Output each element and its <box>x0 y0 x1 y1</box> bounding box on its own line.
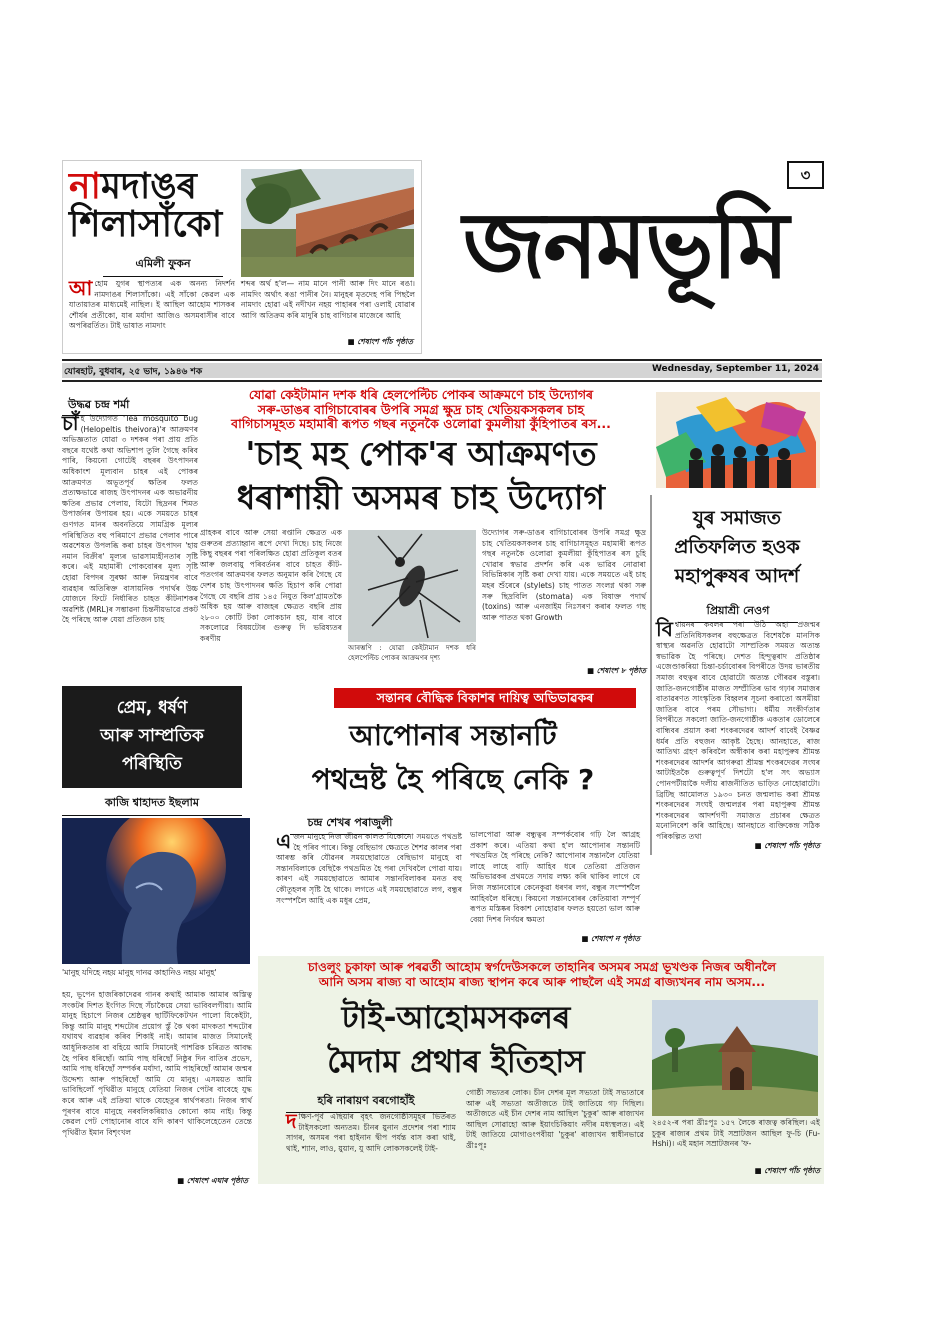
masthead-title[interactable]: জনমভূমি <box>462 191 788 299</box>
bridge-photo-icon <box>241 169 414 277</box>
history-kicker-2: আনি অসম ৰাজ্য বা আহোম ৰাজ্য স্থাপন কৰে আৰু পাছলৈ এই সমগ্ৰ ৰাজ্যখনৰ নাম অসম... <box>318 974 766 989</box>
history-headline-2: মৈদাম প্ৰথাৰ ইতিহাস <box>327 1044 585 1080</box>
lead-col2 <box>200 528 342 674</box>
history-col2 <box>466 1088 644 1174</box>
teaser-title-prefix: না <box>69 165 101 207</box>
dateline-bar <box>62 363 822 378</box>
lead-kicker-1: যোৱা কেইটামান দশক ধৰি হেলপেল্টিচ পোকৰ আক্ৰমণে চাহ উদ্যোগৰ <box>248 387 594 402</box>
lead-headline[interactable] <box>196 432 646 520</box>
teaser-author: এমিলী ফুকন <box>103 255 223 277</box>
left-headline-2: আৰু সাম্প্ৰতিক <box>100 726 204 746</box>
lead-col3-text: উদ্যোগৰ সৰু-ডাঙৰ বাগিচাবোৰৰ উপৰি সমগ্ৰ ক্ষুদ্ৰ চাহ খেতিয়কসকলৰ চাহ বাগিচাসমূহত মহামাৰী ৰূপত গছৰ নতুনকৈ ওলোৱা কুমলীয়া কুঁহিপাতৰ ৰস চুহি খোৱাৰ স্বভাৱ প্ৰদৰ্শন কৰি এক ভাৱিব নোৱাৰা বিভিন্নিকাৰ সৃষ্টি কৰা দেখা যায়। একে সময়তে এই চাহ মহৰ শুঁৰেৰে (stylets) চাহ পাতত সংলগ্ন থকা সৰু সৰু ছিদ্ৰবিলি (stomata) এক বিষাক্ত পদাৰ্থ (toxins) আৰু এনজাইম নিঃসৰণ কৰাৰ ফলত গছ আৰু পাতত থকা Growth <box>482 528 646 622</box>
colorful-crowd-illustration-icon <box>656 392 820 488</box>
history-col1-text: ক্ষিণ-পূৰ্ব এছিয়াৰ বৃহৎ জনগোষ্ঠীসমূহৰ ভিতৰত টাইসকলো অন্যতম। চীনৰ য়ুনান প্ৰদেশৰ পৰা শ্যাম সাগৰ, অসমৰ পৰা হাইনান দ্বীপ পৰ্যন্ত বাস কৰা থাই, থাই, শ্যান, লাও, য়ুয়ান, যু আদি লোকসকলেই টাই- <box>286 1112 456 1153</box>
history-author: হৰি নাৰায়ণ বৰগোহাঁই <box>286 1092 446 1113</box>
burning-head-illustration-icon <box>62 818 250 964</box>
right-headline-3: মহাপুৰুষৰ আদৰ্শ <box>674 565 800 587</box>
lead-author: উদ্ধৱ চন্দ্ৰ শৰ্মা <box>62 396 188 416</box>
parenting-kicker[interactable]: সন্তানৰ বৌদ্ধিক বিকাশৰ দায়িত্ব অভিভাৱকৰ <box>334 688 636 708</box>
masthead-rule-bottom <box>62 380 822 382</box>
teaser-body2-text: শব্দৰ অৰ্থ হ'ল— নাম মানে পানী আৰু দিং মানে ৰঙা। নামদিং অৰ্থাৎ ৰঙা পানীৰ নৈ। মানুহৰ মৃতদেহ পৰি পিছলৈ নামদাং হোৱা এই নদীখন নহয় পাহাৰৰ পৰা ওলাই যোৱাৰ আগি অতিক্ৰম কৰি মাদুৰি চাহ বাগিচাৰ মাজেৰে আহি <box>241 279 415 320</box>
right-story-body <box>656 617 820 841</box>
history-headline-1: টাই-আহোমসকলৰ <box>341 1000 571 1036</box>
history-dropcap: দ <box>286 1109 297 1133</box>
lead-col1-text: হ উদ্যোগত 'Tea mosquito bug (Helopeltis theivora)'ৰ আক্ৰমণৰ অভিজ্ঞতাত যোৱা ৩ দশকৰ পৰা প্ৰায় প্ৰতি বছৰে যথেষ্ট কথা অভিশাপ তুলি গৈছে কৰিব পাৰি, কিয়নো গোটেই বছৰৰ উৎপাদনৰ অধিকাংশ মূল্যবান চাহৰ এই পোকৰ আক্ৰমণত অভূতপূৰ্ব ক্ষতিৰ ফলত প্ৰত্যক্ষভাৱে ৰাজহ উৎপাদনৰ এক অভাৱনীয় ক্ষতিৰ প্ৰভাৱ পেলায়, যিটো ছিদ্ৰনৰ শিমত উপাৰ্জনৰ উপায়ৰ হয়। একে সময়তে চাহৰ গুণগত মানৰ অবনতিয়ে সামগ্ৰিক মূল্যৰ পৰিস্থিতিত বহু পৰিমাণে প্ৰভাৱ পেলাব পাৰে অৱশেষত উপলব্ধি কৰা চাহৰ উৎপাদন 'হায় নমান বিক্ৰীৰ' মূল্যৰ ভাৱসাম্যহীনতাৰ সৃষ্টি কৰে। এই মহামাৰী পোকবোৰৰ মূল্য সৃষ্টি হোৱা বিপদৰ সুৰক্ষা আৰু নিয়ন্ত্ৰণৰ বাবে ব্যৱহাৰ অতিৰিক্ত বাসায়নিক পদাৰ্থৰ উচ্চ যোজনে ফিটে নিৰ্ধাৰিত চাহত কীটনাশকৰ অৱশিষ্ট (MRL)ৰ সম্ভাৱনা চিন্তনীয়ভাৱে প্ৰকট হৈ পৰিছে আৰু যেয়া প্ৰতিজন চাহ <box>62 414 198 625</box>
right-dropcap: বি <box>656 617 673 641</box>
maidam-photo-icon <box>652 1000 818 1116</box>
right-body-text: শ্বায়নৰ কবলৰ পৰা উঠি অহা প্ৰজন্মৰ প্ৰতিনিধিসকলৰ বহুক্ষেত্ৰত বিশেষকৈ মানসিক স্বাস্থ্যৰ অৱনতি হোৱাটো সাম্প্ৰতিক সময়ত অত্যন্ত স্বভাৱিক হৈ পৰিছে। দেশত হিন্দুত্বৰাদ প্ৰতিষ্ঠাৰ এজেণ্ডাকৰিয়া চিন্তা-চৰ্চাবোৰৰ বিপৰীতে উদয় ভাৰতীয় সমাজ বহুত্বৰ বাবে হোৱাটো অত্যন্ত গৌৰৱৰ বস্তুৰা। জাতি-জনগোষ্ঠীৰ মাজত সম্প্ৰীতিৰ ভাব গঢ়াৰ সমাজৰ বাতাৱৰণত সাংস্কৃতিক বিহ্বলৰ সূচনা কৰাতো অসমীয়া জাতিৰ বাবে পৰম সৌভাগ্য। ধৰ্মীয় সংকীৰ্ণতাৰ বিপৰীতে সকলো জাতি-জনগোষ্ঠীক একতাৰ ডোলেৰে বান্ধিবৰ প্ৰয়াস কৰা শংকৰদেৱৰ আদৰ্শ বাবেই বৈষ্ণৱ ধৰ্মৰ প্ৰতি বহুজন আকৃষ্ট হৈছে। আনহাতে, ৰাজ আতিথ্য গ্ৰহণ কৰিবলৈ অস্বীকাৰ কৰা মহাপুৰুষ শ্ৰীমন্ত শংকৰদেৱৰ আদৰ্শৰ আগৰুৱা শ্ৰীমন্ত শংকৰদেৱৰ সংঘৰ আটাইতকৈ গুৰুত্বপূৰ্ণ দিশটো হ'ল সৎ অভ্যাস পোনপটীয়াকৈ দলীয় ৰাজনীতিত ভাড়িত নোহোৱাটো। ব্ৰিটিছ আমোলত ১৯৩০ চনত জন্মলাভ কৰা শ্ৰীমন্ত শংকৰদেৱৰ সংঘই জন্মলগ্নৰ পৰা মহাপুৰুষ শ্ৰীমন্ত শংকৰদেৱৰ আদৰ্শগণী সমাজত প্ৰচাৰৰ ক্ষেত্ৰত মনোনিবেশ কৰি আহিছে। আনহাতে ব্যক্তিকেন্দ্ৰ সঠিক পৰিকল্পিত তথা <box>656 620 820 841</box>
left-story-author: কাজি শ্বাহাদত ইছলাম <box>62 794 242 816</box>
teaser-continued[interactable]: ■ শেষাংশ পাঁচ পৃষ্ঠাত <box>347 337 413 346</box>
teaser-dropcap: আ <box>69 276 93 300</box>
left-continued[interactable]: ■ শেষাংশ এঘাৰ পৃষ্ঠাত <box>177 1176 248 1185</box>
right-story-photo <box>656 392 820 488</box>
teaser-photo <box>241 169 414 277</box>
parenting-headline-2: পথভ্ৰষ্ট হৈ পৰিছে নেকি ? <box>311 763 595 796</box>
date-right: Wednesday, September 11, 2024 <box>651 364 819 374</box>
lead-photo <box>348 530 476 642</box>
right-continued[interactable]: ■ শেষাংশ পাঁচ পৃষ্ঠাত <box>754 841 820 850</box>
right-story-headline[interactable] <box>652 504 822 591</box>
left-story-header[interactable] <box>62 686 242 788</box>
history-kicker[interactable] <box>262 960 822 989</box>
history-continued[interactable]: ■ শেষাংশ পাঁচ পৃষ্ঠাত <box>754 1166 820 1175</box>
history-kicker-1: চাওলুং চুকাফা আৰু পৰৱৰ্তী আহোম স্বৰ্গদেউসকলে তাহানিৰ অসমৰ সমগ্ৰ ভূখণ্ডক নিজৰ অধীনলৈ <box>308 960 776 974</box>
history-headline[interactable] <box>262 996 650 1084</box>
teaser-box <box>62 160 422 354</box>
parenting-headline-1: আপোনাৰ সন্তানটি <box>349 719 557 752</box>
left-headline-1: প্ৰেম, ধৰ্ষণ <box>116 698 188 718</box>
lead-kicker-2: সৰু-ডাঙৰ বাগিচাবোৰৰ উপৰি সমগ্ৰ ক্ষুদ্ৰ চাহ খেতিয়কসকলৰ চাহ <box>257 401 585 417</box>
parenting-author: চন্দ্ৰ শেখৰ পৰাজুলী <box>290 814 410 835</box>
teaser-body <box>69 276 235 347</box>
history-col1 <box>286 1109 456 1176</box>
lead-col1 <box>62 411 198 678</box>
lead-dropcap: চাঁ <box>62 411 79 435</box>
masthead-rule-top <box>62 359 822 361</box>
lead-col3 <box>482 528 646 664</box>
teaser-title-line2: শিলাসাঁকো <box>69 203 223 245</box>
teaser-title-rest: মদাঙৰ <box>100 165 197 207</box>
parenting-col1 <box>276 829 462 942</box>
parenting-headline[interactable] <box>258 714 648 802</box>
history-photo <box>652 1000 818 1116</box>
date-left: যোৰহাট, বুধবাৰ, ২৫ ভাদ, ১৯৪৬ শক <box>64 367 203 377</box>
right-headline-2: প্ৰতিফলিত হওক <box>674 536 800 558</box>
lead-photo-caption: আৰম্ভণি : যোৱা কেইটামান দশক ধৰি হেলপেল্টিচ পোকৰ আক্ৰমণৰ দৃশ্য <box>348 644 476 662</box>
teaser-body-text: হোম যুগৰ স্থাপত্যৰ এক অনন্য নিদৰ্শন নামদাঙৰ শিলাসাঁকো। এই সাঁকো কেৱল এক যাতায়াতৰ মাধ্যমেই নাছিল। ই আছিল আহোম শাসকৰ শৌৰ্যৰ প্ৰতীকো, যাৰ মৰ্যাদা আজিও অসমবাসীৰ বাবে অপৰিৱৰ্তিত। টাই ভাষাত নামদাং <box>69 279 235 331</box>
parenting-col2 <box>470 830 640 934</box>
lead-headline-2: ধৰাশায়ী অসমৰ চাহ উদ্যোগ <box>236 478 606 517</box>
history-photo-caption: ২৪৫২-ৰ পৰা খ্ৰীঃপূঃ ১৫৭ লৈকে ৰাজত্ব কৰিছিল। এই চুকুৰ ৰাজ্যৰ প্ৰথম টাই সম্ৰাটজন আছিল ফু-চি (Fu-Hshi)। এই মহান সম্ৰাটজনৰ 'ফ- <box>652 1118 820 1149</box>
parenting-col2-text: ভালপোৱা আৰু বন্ধুত্বৰ সম্পৰ্কবোৰ গঢ়ি লৈ আগ্ৰহ প্ৰকাশ কৰে। এতিয়া কথা হ'ল আপোনাৰ সন্তানটি পথভ্ৰমিত হৈ পৰিছে নেকি? আপোনাৰ সন্তানলৈ যেতিয়া লাহে লাহে বাঢ়ি আহিব ধৰে তেতিয়া প্ৰতিজন অভিভাৱকৰ প্ৰথমতে সদায় লক্ষ্য কৰি থাকিব লাগে যে নিজ সন্তানবোৰে কেনেকুৱা ধৰণৰ লগ, বন্ধুৰ সংস্পৰ্শলৈ আহিবলৈ ধৰিছে। কিয়নো সন্তানবোৰৰ কেতিয়াবা সম্পূৰ্ণ ৰূপত মস্তিষ্কৰ বিকাশ নোহোৱাৰ ফলত হয়তো ভাল আৰু বেয়া দিশৰ নিৰ্ণয়ৰ ক্ষমতা <box>470 830 640 924</box>
teaser-body-2 <box>241 279 415 337</box>
teaser-title[interactable] <box>69 167 239 243</box>
parenting-dropcap: এ <box>276 829 292 853</box>
lead-col2-text: গ্ৰাহকৰ বাবে আৰু সেয়া ৰপ্তানি ক্ষেত্ৰত এক গুৰুতৰ প্ৰত্যাহ্বান ৰূপে দেখা দিছে। চাহ নিজে কিছু বছৰৰ পৰা পৰিলক্ষিত হোৱা প্ৰতিকূল বতৰ আৰু জলবায়ু পৰিবৰ্তনৰ বাবে চাহত কীট-পতংগৰ আক্ৰমণৰ ফলত অনুমান কৰি গৈছে যে দেশৰ চাহ উৎপাদনৰ ক্ষতি হিচাপ কৰি পোৱা গৈছে যে বছৰি প্ৰায় ১৪৫ নিযুত কিল'গ্ৰামতকৈ অধিক হয় আৰু বাজহৰ ক্ষেত্ৰত বছৰি প্ৰায় ২৮০০ কোটি টকা লোকচান হয়, যাৰ বাবে সকলোৱে বিষয়টোৰ গুৰুত্ব দি ভৱিষ্যতৰ কৰণীয় <box>200 528 342 643</box>
parenting-col1-text: জন মানুহে নিজ জীৱন কালত যিকোনো সময়তে পথভ্ৰষ্ট হৈ পৰিব পাৰে। কিন্তু বেছিভাগ ক্ষেত্ৰতে শৈশৱ কালৰ পৰা আৰম্ভ কৰি যৌৱনৰ সময়ছোৱাতে বেছিভাগ মানুহে বা সন্তানবিলাকে বেছিকৈ পথভ্ৰমিত হৈ পৰা দেখিবলৈ পোৱা যায়। কাৰণ এই সময়ছোৱাতে আমাৰ সন্তানবিলাকৰ মনত বহু কৌতূহলৰ সৃষ্টি হৈ থাকে। লগতে এই সময়ছোৱাতে লগ, বন্ধুৰ সংস্পৰ্শলৈ আহি এক মধুৰ প্ৰেম, <box>276 832 462 905</box>
left-body: হয়, ভূপেন হাজৰিকাদেৱৰ গানৰ কথাই আমাক আমাৰ অস্তিত্ব সংকটৰ দিশত ইংগিত দিছে সঁচাকৈয়ে সেয়া ভাবিবলগীয়া। আমি মানুহ হিচাপে নিজৰ শ্ৰেষ্ঠত্বৰ ছাৰ্টিফিকেটখন পালো যিকেইটা, কিন্তু আমি মানুহ শব্দটোৰ প্ৰয়োগ স্তুঁ কৈ থকা মাদকতা শব্দটোৰ যথাযথ ব্যৱহাৰ কৰিব শিকাই নাই। আমাৰ মাজত সিমানেই আধুনিকতাৰ বা বহিয়ে আমি সিমানেই পাশৱিক চৰিত্ৰত আবদ্ধ হৈ পৰিব ধৰিছোঁ। আমি পাছ ধৰিছোঁ নিষ্ঠুৰ দিন বাতিৰ প্ৰভেদ, আমি পাছ ধৰিছোঁ সম্পৰ্কৰ মৰ্যাদা, আমি পাহৰিছোঁ আমাৰ জন্মৰ উদ্দেশ্য আৰু পাহৰিছোঁ আমি যে মানুহ। এসময়ত আমি ভাবিছিলোঁ পৃথিৱীত মানুহে যেতিয়া নিজৰ পেটৰ বাবেহে যুদ্ধ কৰে আৰু এই প্ৰক্ৰিয়া থাকে যেহেতুৰ স্বাৰ্থপৰতা। নিজৰ স্বাৰ্থ পূৰণৰ বাবে মানুহে নৰবলিকৰিয়াও কোনো কাম নাই। কিন্তু কেৱল পেট পোহানোৰ বাবে যদি কাৰণ থাকিলেহেতেন তেন্তে পৃথিৱীত ইমান বিশৃংখল <box>62 990 252 1137</box>
mosquito-bug-photo-icon <box>348 530 476 642</box>
left-quote: 'মানুহ যদিহে নহয় মানুহ দানৱ কাহানিও নহয় মানুহ' <box>62 968 217 977</box>
lead-kicker[interactable] <box>196 388 646 432</box>
lead-headline-1: 'চাহ মহ পোক'ৰ আক্ৰমণত <box>245 434 597 473</box>
parenting-continued[interactable]: ■ শেষাংশ ন পৃষ্ঠাত <box>581 934 640 943</box>
history-col2-text: গোষ্ঠী সভ্যতৰ লোক। চীন দেশৰ মূল সভ্যতা টাই সভ্যতাৰে আৰু এই সভ্যতা অতীজতে টাই জাতিয়ে গঢ় দিছিল। অতীজতে এই চীন দেশৰ নাম আছিল 'চুকুৰ' আৰু ৰাজ্যখন আছিল সোৱাহো আৰু ইয়াংচিকিয়াং নদীৰ মধ্যস্থলত। এই টাই জাতিয়ে মোগাওংপবীয়া 'চুকুৰ' ৰাজ্যখন স্বাধীনভাৱে খ্ৰীঃপূঃ <box>466 1088 644 1150</box>
right-story-author: প্ৰিয়াশ্ৰী নেওগ <box>678 602 798 623</box>
lead-kicker-3: বাগিচাসমূহত মহামাৰী ৰূপত গছৰ নতুনকৈ ওলোৱা কুমলীয়া কুঁহিপাতৰ ৰস... <box>231 416 611 431</box>
lead-continued[interactable]: ■ শেষাংশ ৮ পৃষ্ঠাত <box>586 666 646 675</box>
right-headline-1: যুৰ সমাজত <box>692 507 782 529</box>
page-number-text: ৩ <box>800 166 811 184</box>
left-headline-3: পৰিস্থিতি <box>122 754 182 774</box>
left-story-photo <box>62 818 250 964</box>
